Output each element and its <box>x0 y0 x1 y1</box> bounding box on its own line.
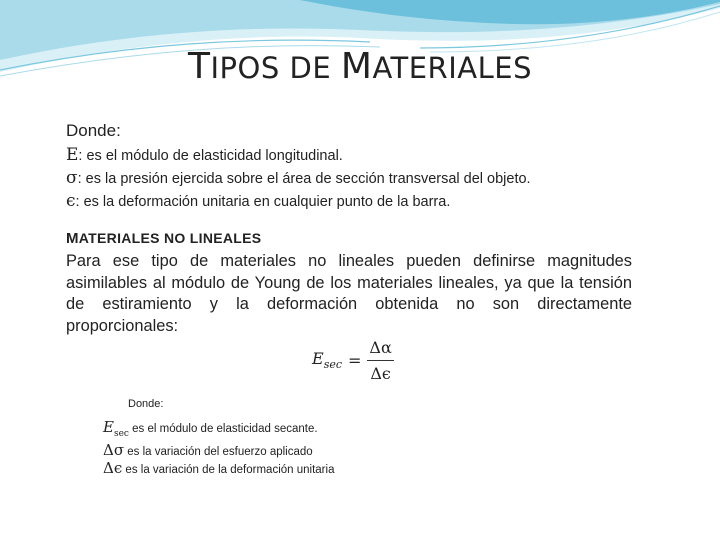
definition-text: : es la presión ejercida sobre el área de sección transversal del objeto. <box>77 171 531 187</box>
symbol-e: E <box>66 145 79 165</box>
secant-definition-item <box>103 442 334 460</box>
formula-lhs-sub: sec <box>323 358 343 372</box>
title-cap-1: T <box>188 46 211 87</box>
symbol-esec-sub: sec <box>113 429 129 439</box>
secant-definition-text: es la variación del esfuerzo aplicado <box>124 446 313 458</box>
heading-rest: ATERIALES NO LINEALES <box>78 230 262 246</box>
section-heading <box>66 230 632 247</box>
definition-text: : es el módulo de elasticidad longitudinal. <box>78 148 343 164</box>
definition-text: : es la deformación unitaria en cualquier punto de la barra. <box>75 194 451 210</box>
definition-item-epsilon <box>66 190 632 213</box>
symbol-delta-sigma: Δσ <box>103 441 125 459</box>
secant-definition-item <box>103 419 334 442</box>
formula-lhs-base: E <box>312 349 324 369</box>
formula-denominator: Δϵ <box>370 364 391 383</box>
formula-equals: = <box>348 351 362 370</box>
definitions-intro: Donde: <box>66 121 121 140</box>
secant-definitions-list <box>103 419 334 478</box>
symbol-esec <box>103 418 129 439</box>
formula-lhs <box>312 349 342 371</box>
definition-item-e <box>66 144 632 167</box>
title-part-1: IPOS DE <box>210 51 341 85</box>
title-cap-2: M <box>340 46 373 87</box>
formula-fraction <box>367 338 393 383</box>
secant-definition-text: es el módulo de elasticidad secante. <box>128 423 318 435</box>
symbol-sigma: σ <box>66 168 78 188</box>
symbol-esec-base: E <box>103 418 114 436</box>
secant-modulus-formula <box>312 338 394 383</box>
title-part-2: ATERIALES <box>372 51 532 85</box>
definition-item-sigma <box>66 167 632 190</box>
definitions-list <box>66 144 632 213</box>
slide-title <box>0 46 720 87</box>
section-paragraph: Para ese tipo de materiales no lineales pueden definirse magnitudes asimilables al módulo de Young de los materiales lineales, ya que la tensión de estiramiento y la deformación obtenida no son directamente proporcionales: <box>66 252 632 335</box>
secant-definition-text: es la variación de la deformación unitaria <box>122 464 335 476</box>
symbol-delta-epsilon: Δϵ <box>103 459 123 477</box>
secant-definition-item <box>103 460 334 478</box>
formula-numerator: Δα <box>367 338 393 361</box>
heading-cap: M <box>66 230 79 247</box>
secant-definitions-intro: Donde: <box>128 398 164 410</box>
symbol-epsilon: ϵ <box>66 191 76 211</box>
